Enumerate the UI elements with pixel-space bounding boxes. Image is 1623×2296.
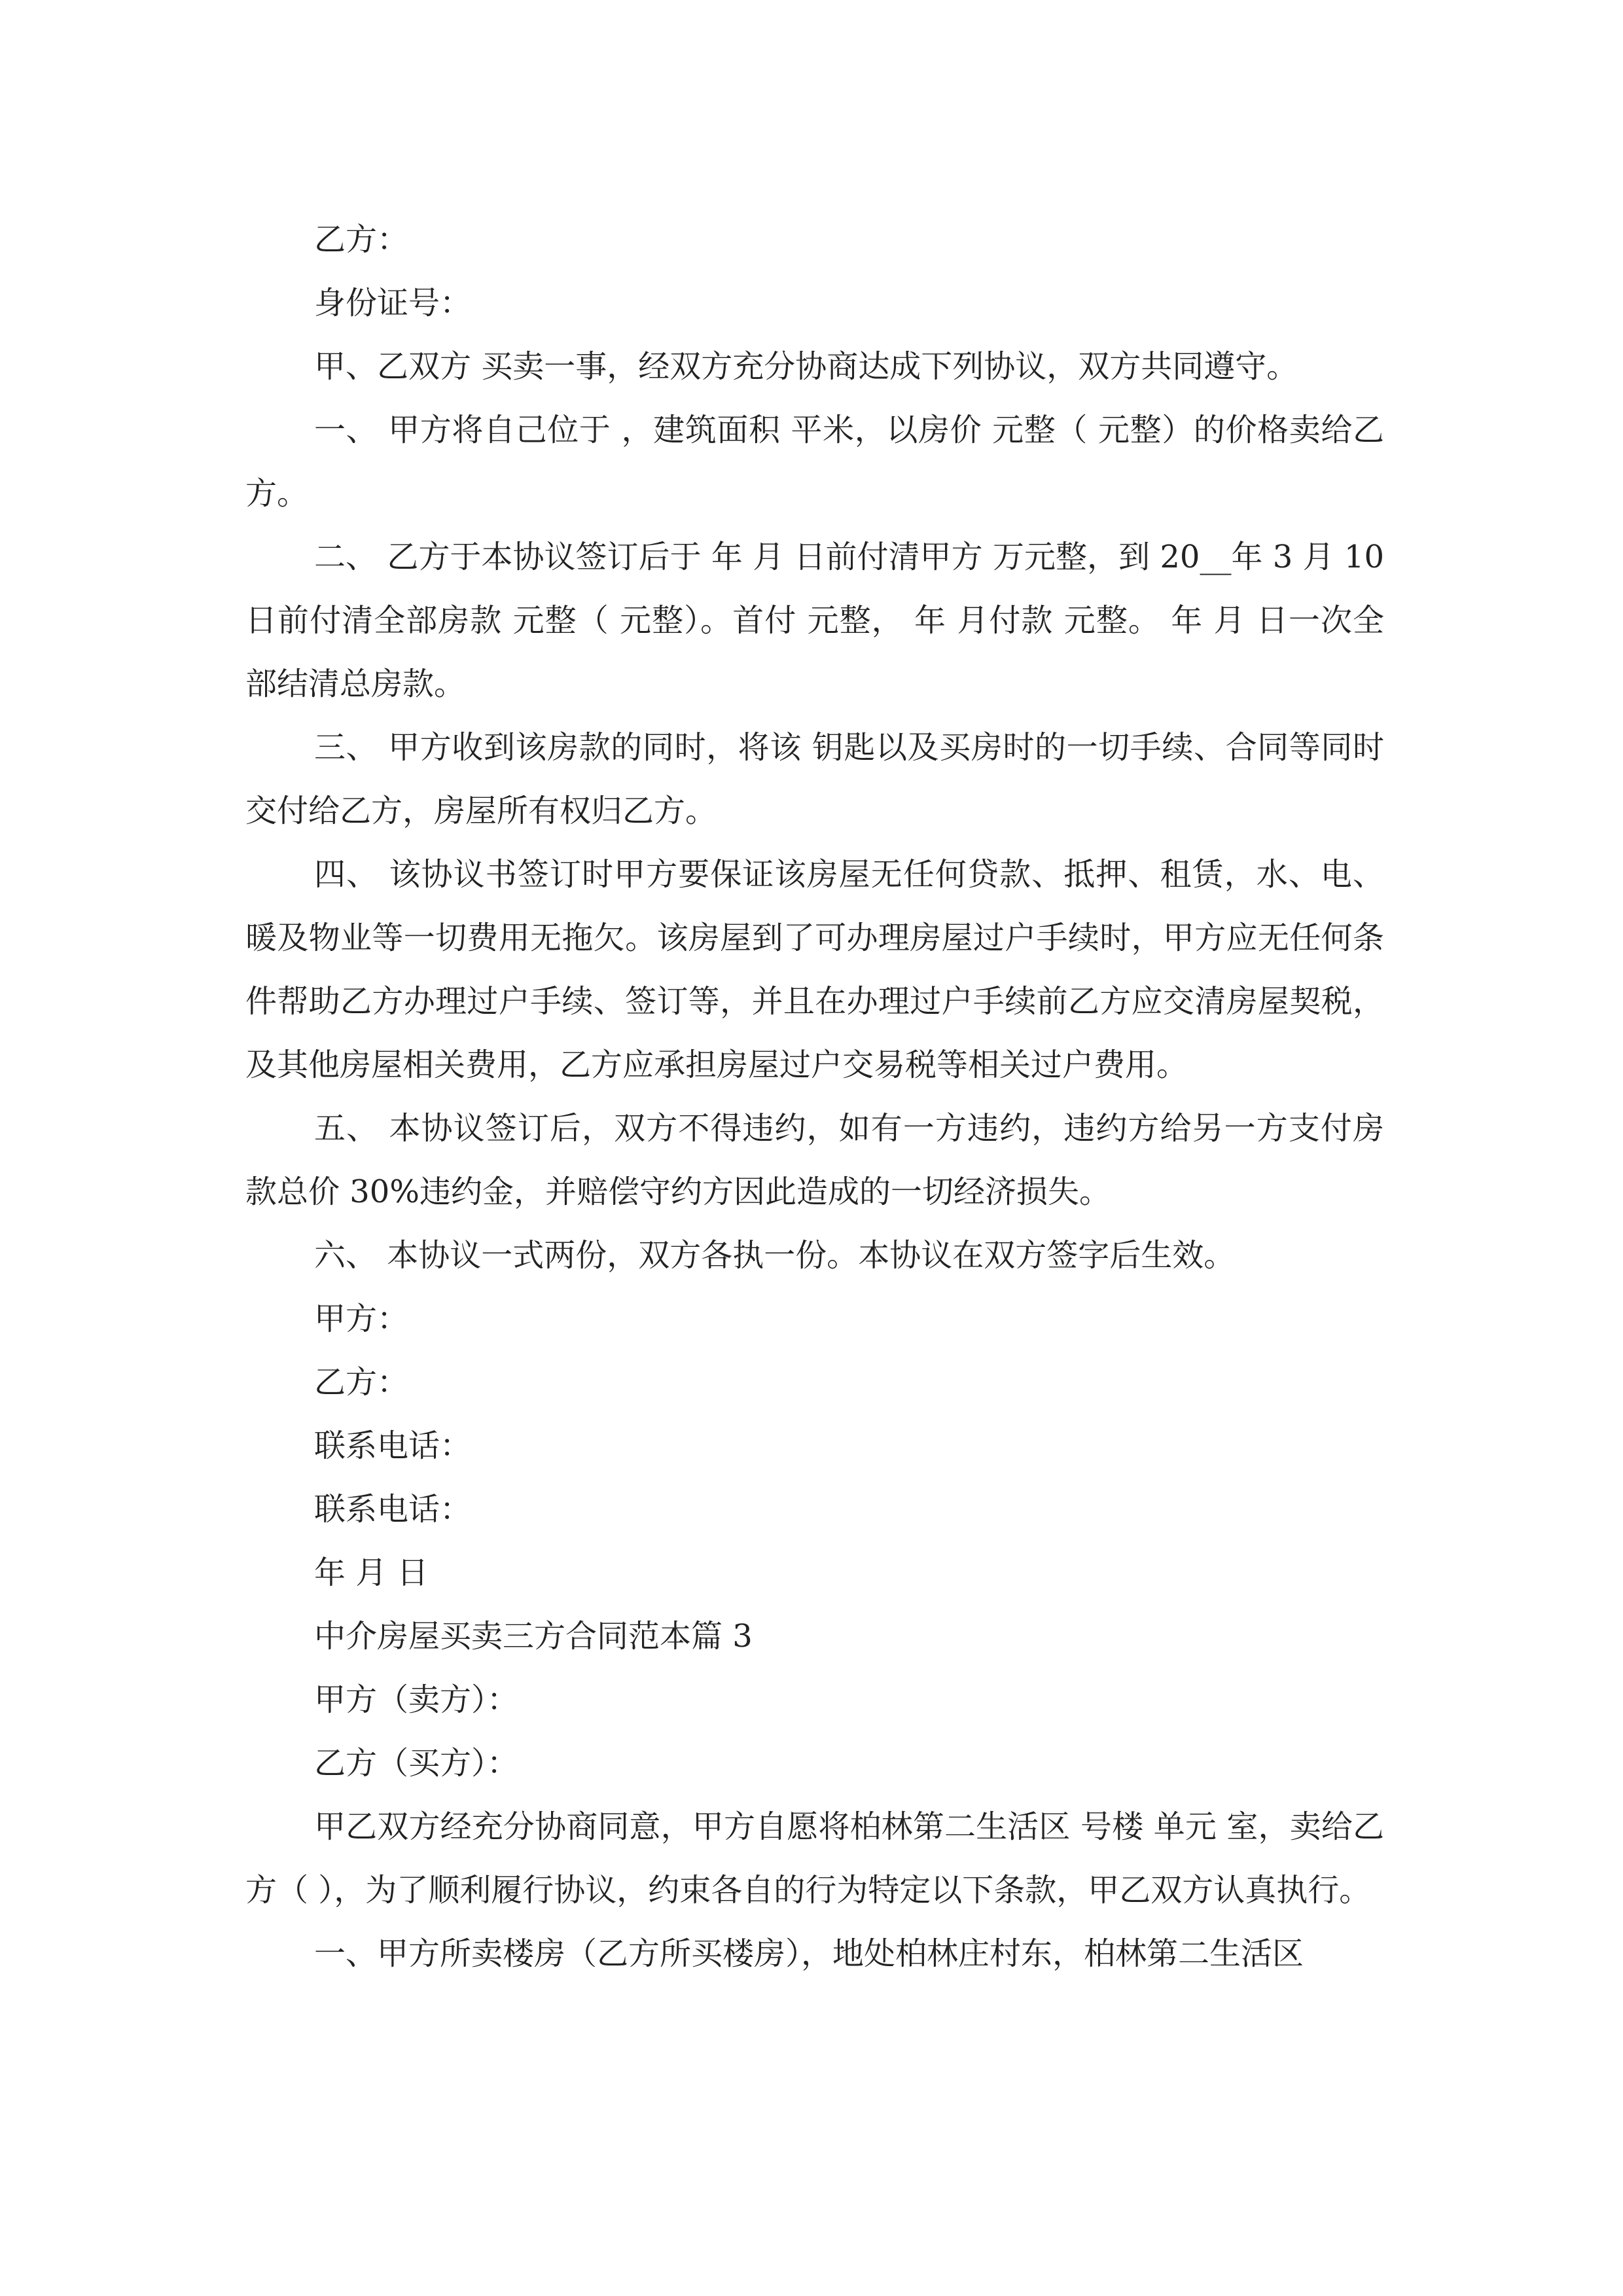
document-body xyxy=(245,208,1395,1986)
clause-2: 二、 乙方于本协议签订后于 年 月 日前付清甲方 万元整，到 20__年 3 月 10 日前付清全部房款 元整（ 元整）。首付 元整， 年 月付款 元整。 年 月 日一次全部结清总房款。 xyxy=(245,539,1395,702)
signature-party-a: 甲方： xyxy=(314,1300,409,1337)
clause-6: 六、 本协议一式两份，双方各执一份。本协议在双方签字后生效。 xyxy=(314,1237,1236,1274)
party-b-label: 乙方： xyxy=(314,221,409,258)
signature-date: 年 月 日 xyxy=(314,1554,429,1591)
clause-1-location: 一、甲方所卖楼房（乙方所买楼房），地处柏林庄村东，柏林第二生活区 xyxy=(314,1935,1304,1972)
clause-5: 五、 本协议签订后，双方不得违约，如有一方违约，违约方给另一方支付房款总价 30%违约金，并赔偿守约方因此造成的一切经济损失。 xyxy=(245,1110,1384,1210)
section-title: 中介房屋买卖三方合同范本篇 3 xyxy=(314,1618,753,1655)
clause-3: 三、 甲方收到该房款的同时，将该 钥匙以及买房时的一切手续、合同等同时交付给乙方，房屋所有权归乙方。 xyxy=(245,729,1384,829)
agreement-intro: 甲、乙双方 买卖一事，经双方充分协商达成下列协议，双方共同遵守。 xyxy=(314,348,1298,385)
seller-label: 甲方（卖方）： xyxy=(314,1681,519,1718)
agreement-preamble: 甲乙双方经充分协商同意，甲方自愿将柏林第二生活区 号楼 单元 室，卖给乙方（ ），为了顺利履行协议，约束各自的行为特定以下条款，甲乙双方认真执行。 xyxy=(245,1808,1384,1909)
id-number-label: 身份证号： xyxy=(314,285,472,321)
clause-1: 一、 甲方将自己位于 ，建筑面积 平米，以房价 元整（ 元整）的价格卖给乙方。 xyxy=(245,412,1384,512)
buyer-label: 乙方（买方）： xyxy=(314,1745,519,1782)
clause-4: 四、 该协议书签订时甲方要保证该房屋无任何贷款、抵押、租赁，水、电、暖及物业等一切费用无拖欠。该房屋到了可办理房屋过户手续时，甲方应无任何条件帮助乙方办理过户手续、签订等，并且在办理过户手续前乙方应交清房屋契税，及其他房屋相关费用，乙方应承担房屋过户交易税等相关过户费用。 xyxy=(245,856,1384,1083)
contact-phone-a: 联系电话： xyxy=(314,1427,472,1464)
contact-phone-b: 联系电话： xyxy=(314,1491,472,1528)
signature-party-b: 乙方： xyxy=(314,1364,409,1401)
